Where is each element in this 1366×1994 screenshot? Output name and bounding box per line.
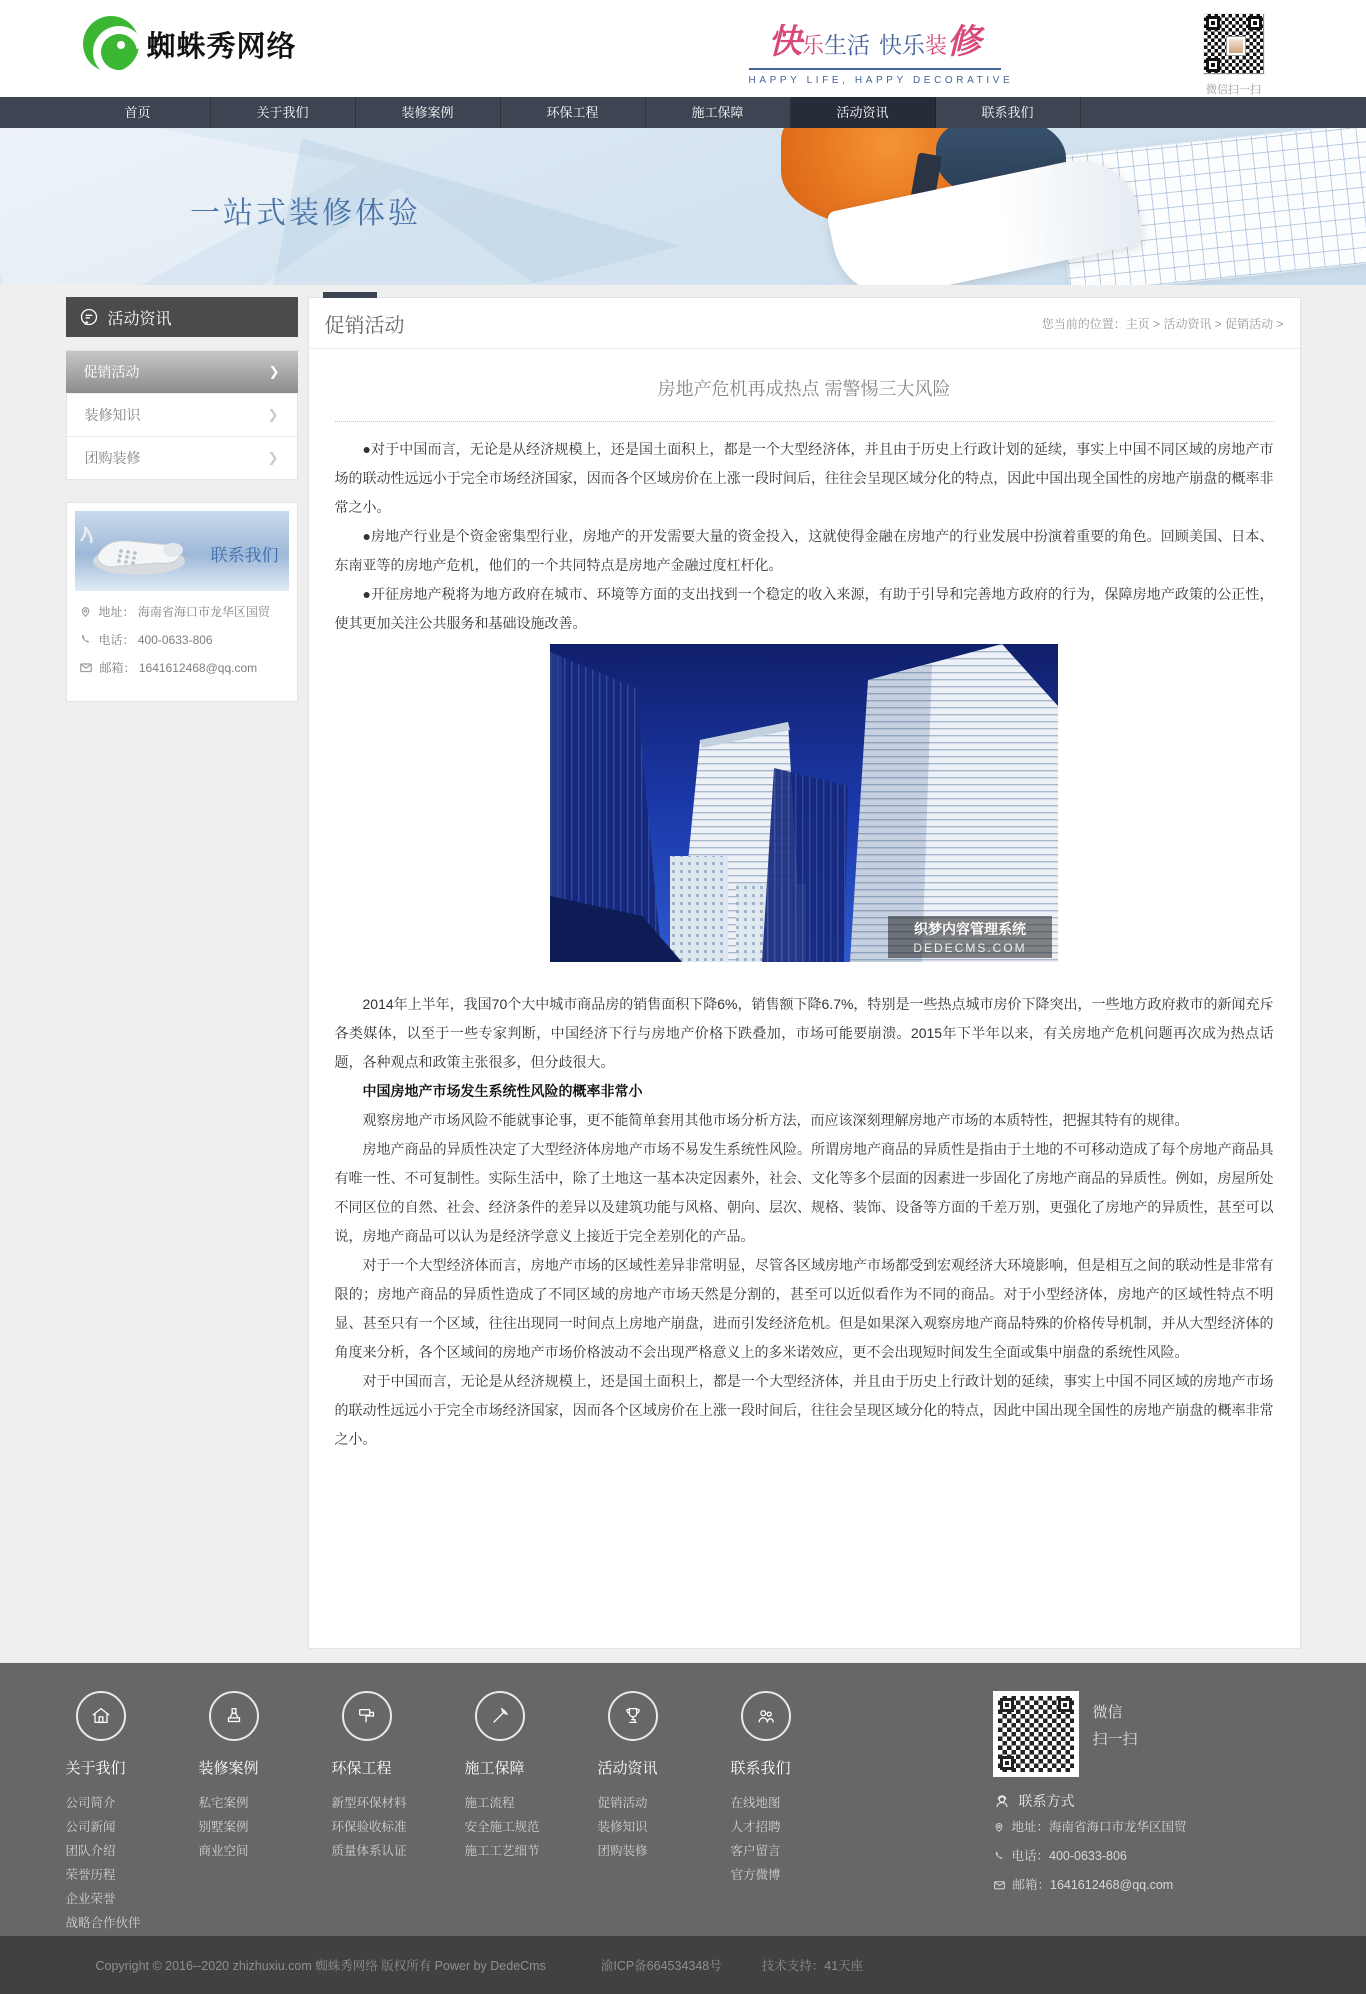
footer-link[interactable]: 施工流程 xyxy=(464,1796,515,1810)
footer-link[interactable]: 商业空间 xyxy=(198,1844,249,1858)
pickaxe-icon xyxy=(489,1705,511,1727)
sidebar-menu xyxy=(66,350,298,480)
footer-contact-block xyxy=(993,1691,1301,1935)
article-paragraph: ●房地产行业是个资金密集型行业，房地产的开发需要大量的资金投入，这就使得金融在房地产的行业发展中扮演着重要的角色。回顾美国、日本、东南亚等的房地产危机，他们的一个共同特点是房地产金融过度杠杆化。 xyxy=(334,528,1274,573)
nav-item[interactable]: 活动资讯 xyxy=(791,97,936,128)
article-paragraph: 对于中国而言，无论是从经济规模上，还是国土面积上，都是一个大型经济体，并且由于历史上行政计划的延续，事实上中国不同区域的房地产市场的联动性远远小于完全市场经济国家，因而各个区域房价在上涨一段时间后，往往会呈现区域分化的特点，因此中国出现全国性的房地产崩盘的概率非常之小。 xyxy=(334,1373,1274,1447)
footer-column-title[interactable]: 联系我们 xyxy=(730,1760,791,1777)
copyright-text: Copyright © 2016--2020 zhizhuxiu.com 蜘蛛秀网络 版权所有 Power by DedeCms xyxy=(95,1959,546,1973)
trophy-icon xyxy=(622,1705,644,1727)
footer-columns xyxy=(66,1691,864,1935)
article-paragraphs-top xyxy=(335,435,1274,638)
nav-item[interactable]: 联系我们 xyxy=(936,97,1081,128)
top-header xyxy=(0,0,1366,97)
footer-links xyxy=(465,1791,584,1863)
slogan-char: 乐 xyxy=(801,33,824,58)
sidebar-item-label: 团购装修 xyxy=(84,450,141,466)
footer-link[interactable]: 促销活动 xyxy=(597,1796,648,1810)
footer-link[interactable]: 新型环保材料 xyxy=(331,1796,407,1810)
footer-link[interactable]: 荣誉历程 xyxy=(65,1868,116,1882)
footer-link[interactable]: 施工工艺细节 xyxy=(464,1844,540,1858)
footer-column-title[interactable]: 装修案例 xyxy=(198,1760,259,1777)
banner-photo-worker xyxy=(806,128,1366,285)
banner-title: 一站式装修体验 xyxy=(190,197,421,230)
contact-value: 1641612468@qq.com xyxy=(138,661,258,675)
footer-contact-text: 邮箱：1641612468@qq.com xyxy=(1012,1878,1174,1892)
wechat-scan-label: 微信 扫一扫 xyxy=(1092,1704,1138,1748)
footer-contact-line xyxy=(993,1815,1301,1840)
breadcrumb[interactable]: 您当前的位置：主页 > 活动资讯 > 促销活动 > xyxy=(1041,316,1284,331)
article-paragraphs-bottom xyxy=(335,990,1274,1454)
footer-column-icon xyxy=(209,1691,259,1741)
copyright-bar xyxy=(0,1936,1366,1994)
footer-contact-line xyxy=(993,1844,1301,1869)
sidebar-menu-title: 活动资讯 xyxy=(107,310,172,328)
footer-link[interactable]: 公司新闻 xyxy=(65,1820,116,1834)
footer-column-title[interactable]: 关于我们 xyxy=(65,1760,126,1777)
footer-contact-text: 电话：400-0633-806 xyxy=(1011,1849,1127,1863)
icp-number[interactable]: 渝ICP备664534348号 xyxy=(600,1959,722,1973)
contact-row xyxy=(79,631,285,649)
footer-link[interactable]: 私宅案例 xyxy=(198,1796,249,1810)
footer-column-title[interactable]: 活动资讯 xyxy=(597,1760,658,1777)
article-paragraph: ●开征房地产税将为地方政府在城市、环境等方面的支出找到一个稳定的收入来源，有助于引导和完善地方政府的行为，保障房地产政策的公正性，使其更加关注公共服务和基础设施改善。 xyxy=(334,586,1274,631)
chevron-right-icon: ❯ xyxy=(268,364,280,379)
chevron-right-icon: ❯ xyxy=(267,450,279,465)
footer-column xyxy=(199,1691,318,1935)
footer-link[interactable]: 战略合作伙伴 xyxy=(65,1916,141,1930)
sidebar-item-label: 促销活动 xyxy=(83,364,140,380)
sidebar-contact-card xyxy=(66,502,298,702)
paint-roller-icon xyxy=(356,1705,378,1727)
footer-column xyxy=(731,1691,850,1935)
footer-column-icon xyxy=(608,1691,658,1741)
footer-column-icon xyxy=(741,1691,791,1741)
nav-item[interactable]: 环保工程 xyxy=(501,97,646,128)
contact-label: 电话： xyxy=(98,633,135,647)
footer-column-icon xyxy=(342,1691,392,1741)
content-panel xyxy=(308,297,1301,1649)
image-watermark-cn: 织梦内容管理系统 xyxy=(914,921,1026,937)
slogan-char: 装 xyxy=(925,33,948,58)
footer-contact-text: 地址：海南省海口市龙华区国贸 xyxy=(1011,1820,1187,1834)
footer-links xyxy=(66,1791,185,1935)
home-icon xyxy=(90,1705,112,1727)
nav-item[interactable]: 关于我们 xyxy=(211,97,356,128)
telephone-image xyxy=(77,523,197,583)
footer-column xyxy=(66,1691,185,1935)
content-header xyxy=(309,298,1300,349)
main-navigation xyxy=(0,97,1366,128)
article-image-skyscrapers xyxy=(550,644,1058,962)
chevron-right-icon: ❯ xyxy=(267,407,279,422)
footer-contact-heading: 联系方式 xyxy=(993,1791,1301,1811)
wechat-qr-code xyxy=(1203,13,1265,75)
footer-link[interactable]: 团购装修 xyxy=(597,1844,648,1858)
nav-item[interactable]: 首页 xyxy=(66,97,211,128)
footer-column-icon xyxy=(76,1691,126,1741)
sidebar-menu-item[interactable] xyxy=(67,394,297,437)
sidebar-menu-item[interactable] xyxy=(66,351,298,394)
footer-link[interactable]: 安全施工规范 xyxy=(464,1820,540,1834)
logo-icon xyxy=(83,16,139,72)
mail-icon xyxy=(79,660,93,675)
contact-label: 邮箱： xyxy=(99,661,136,675)
site-logo[interactable] xyxy=(83,16,297,72)
phone-icon xyxy=(993,1849,1005,1863)
sidebar xyxy=(66,297,298,1649)
slogan-char: 生活 xyxy=(824,32,870,58)
nav-item[interactable]: 装修案例 xyxy=(356,97,501,128)
contact-banner xyxy=(75,511,289,591)
title-divider xyxy=(335,421,1274,422)
contact-label: 地址： xyxy=(98,605,135,619)
footer-links xyxy=(199,1791,318,1863)
article-title: 房地产危机再成热点 需警惕三大风险 xyxy=(657,379,951,399)
header-slogan xyxy=(748,14,1014,86)
footer-column xyxy=(332,1691,451,1935)
sidebar-header xyxy=(66,297,298,337)
footer-column-icon xyxy=(475,1691,525,1741)
contact-row xyxy=(79,603,285,621)
article-paragraph: 对于一个大型经济体而言，房地产市场的区域性差异非常明显，尽管各区域房地产市场都受到宏观经济大环境影响，但是相互之间的联动性是非常有限的；房地产商品的异质性造成了不同区域的房地产市场天然是分割的，甚至可以近似看作为不同的商品。对于小型经济体，房地产的区域性特点不明显、甚至只有一个区域，往往出现同一时间点上房地产崩盘，进而引发经济危机。但是如果深入观察房地产商品特殊的价格传导机制，并从大型经济体的角度来分析，各个区域间的房地产市场价格波动不会出现严格意义上的多米诺效应，更不会出现短时间发生全面或集中崩盘的系统性风险。 xyxy=(334,1257,1274,1360)
tech-support: 技术支持：41天座 xyxy=(761,1959,864,1973)
slogan-char: 修 xyxy=(947,23,982,61)
slogan-chinese xyxy=(749,14,1001,70)
footer-link[interactable]: 团队介绍 xyxy=(65,1844,116,1858)
slogan-char: 快乐 xyxy=(879,32,925,58)
footer-link[interactable]: 人才招聘 xyxy=(730,1820,781,1834)
mail-icon xyxy=(993,1878,1006,1892)
footer-link[interactable]: 装修知识 xyxy=(597,1820,648,1834)
footer-link[interactable]: 质量体系认证 xyxy=(331,1844,407,1858)
qr-caption: 微信扫一扫 xyxy=(1206,84,1261,96)
contact-row xyxy=(79,659,285,677)
contact-rows xyxy=(75,591,289,693)
article-paragraph: 中国房地产市场发生系统性风险的概率非常小 xyxy=(362,1083,643,1099)
people-icon xyxy=(755,1705,777,1727)
contact-value: 400-0633-806 xyxy=(137,633,213,647)
article-paragraph: 房地产商品的异质性决定了大型经济体房地产市场不易发生系统性风险。所谓房地产商品的异质性是指由于土地的不可移动造成了每个房地产商品具有唯一性、不可复制性。实际生活中，除了土地这一基本决定因素外，社会、文化等多个层面的因素进一步固化了房地产商品的异质性。例如，房屋所处不同区位的自然、社会、经济条件的差异以及建筑功能与风格、朝向、层次、规格、装饰、设备等方面的千差万别，更强化了房地产的异质性，甚至可以说，房地产商品可以认为是经济学意义上接近于完全差别化的产品。 xyxy=(334,1141,1274,1244)
footer-links xyxy=(731,1791,850,1887)
footer-link[interactable]: 公司简介 xyxy=(65,1796,116,1810)
logo-text: 蜘蛛秀网络 xyxy=(146,30,297,63)
footer-column-title[interactable]: 施工保障 xyxy=(464,1760,525,1777)
article xyxy=(309,375,1300,1454)
footer-links xyxy=(598,1791,717,1863)
footer-link[interactable]: 在线地图 xyxy=(730,1796,781,1810)
footer-contact-line xyxy=(993,1873,1301,1898)
footer-link[interactable]: 别墅案例 xyxy=(198,1820,249,1834)
article-paragraph: ●对于中国而言，无论是从经济规模上，还是国土面积上，都是一个大型经济体，并且由于历史上行政计划的延续，事实上中国不同区域的房地产市场的联动性远远小于完全市场经济国家，因而各个区域房价在上涨一段时间后，往往会呈现区域分化的特点，因此中国出现全国性的房地产崩盘的概率非常之小。 xyxy=(334,441,1274,515)
header-wechat-qr xyxy=(1203,13,1265,97)
image-watermark-en: DEDECMS.COM xyxy=(913,941,1027,955)
sidebar-item-label: 装修知识 xyxy=(84,407,141,423)
footer-link[interactable]: 企业荣誉 xyxy=(65,1892,116,1906)
slogan-char: 快 xyxy=(767,23,802,61)
nav-item[interactable]: 施工保障 xyxy=(646,97,791,128)
footer-link[interactable]: 官方微博 xyxy=(730,1868,781,1882)
location-pin-icon xyxy=(79,604,92,619)
article-paragraph: 观察房地产市场风险不能就事论事，更不能简单套用其他市场分析方法，而应该深刻理解房地产市场的本质特性，把握其特有的规律。 xyxy=(362,1112,1189,1128)
hero-banner xyxy=(0,128,1366,285)
footer-contact-lines xyxy=(993,1815,1301,1898)
slogan-english: HAPPY LIFE, HAPPY DECORATIVE xyxy=(748,75,1014,86)
footer-links xyxy=(332,1791,451,1863)
footer xyxy=(0,1663,1366,1936)
article-paragraph: 2014年上半年，我国70个大中城市商品房的销售面积下降6%，销售额下降6.7%，特别是一些热点城市房价下降突出，一些地方政府救市的新闻充斥各类媒体，以至于一些专家判断，中国经济下行与房地产价格下跌叠加，市场可能要崩溃。2015年下半年以来，有关房地产危机问题再次成为热点话题，各种观点和政策主张很多，但分歧很大。 xyxy=(334,996,1274,1070)
location-pin-icon xyxy=(993,1820,1005,1834)
footer-column xyxy=(465,1691,584,1935)
headset-person-icon xyxy=(993,1792,1011,1810)
section-accent-bar xyxy=(323,292,377,298)
footer-link[interactable]: 客户留言 xyxy=(730,1844,781,1858)
contact-value: 海南省海口市龙华区国贸 xyxy=(137,605,270,619)
phone-icon xyxy=(79,632,92,647)
sidebar-menu-item[interactable] xyxy=(67,437,297,479)
section-title: 促销活动 xyxy=(324,314,405,337)
contact-card-title: 联系我们 xyxy=(210,546,279,565)
chat-bubble-icon xyxy=(79,307,99,327)
stamp-icon xyxy=(223,1705,245,1727)
footer-wechat-qr-code xyxy=(993,1691,1079,1777)
qr-avatar xyxy=(1227,37,1245,55)
footer-column-title[interactable]: 环保工程 xyxy=(331,1760,392,1777)
footer-column xyxy=(598,1691,717,1935)
footer-link[interactable]: 环保验收标准 xyxy=(331,1820,407,1834)
nav-menu xyxy=(66,97,1301,128)
